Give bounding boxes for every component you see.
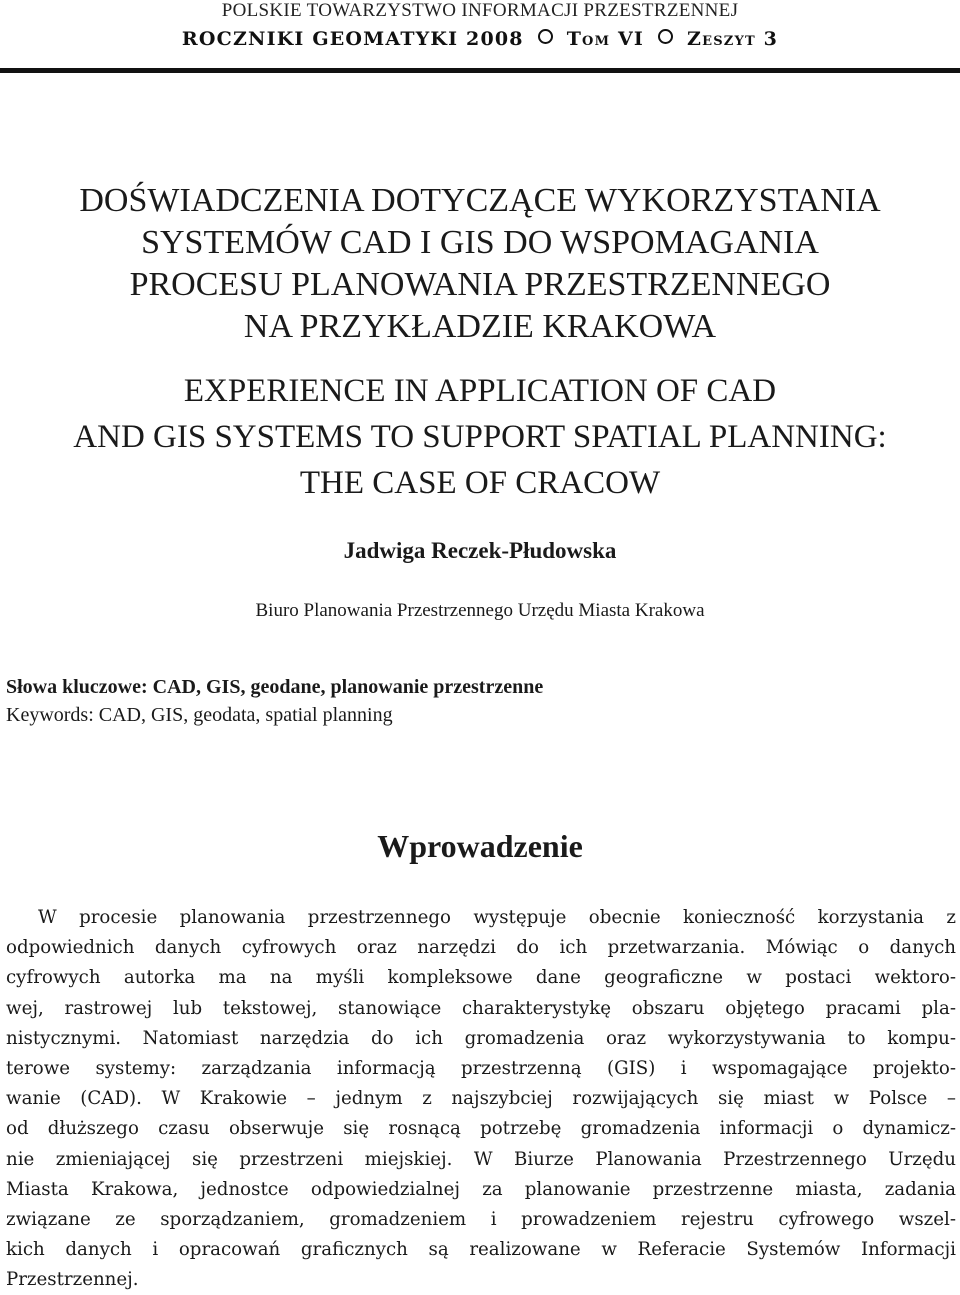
title-polish-line: SYSTEMÓW CAD I GIS DO WSPOMAGANIA <box>141 224 819 261</box>
body-line: wanie (CAD). W Krakowie – jednym z najszybciej rozwijających się miast w Polsce – <box>6 1088 956 1110</box>
body-line: nie zmieniającej się przestrzeni miejskiej. W Biurze Planowania Przestrzennego Urzędu <box>6 1148 956 1170</box>
bullet-icon <box>658 29 673 44</box>
body-line: Przestrzennej. <box>6 1269 139 1291</box>
body-line: terowe systemy: zarządzania informacją przestrzenną (GIS) i wspomagające projekto- <box>6 1057 956 1079</box>
keywords-polish: Słowa kluczowe: CAD, GIS, geodane, planowanie przestrzenne <box>6 676 544 698</box>
title-english-line: AND GIS SYSTEMS TO SUPPORT SPATIAL PLANNING: <box>73 419 887 455</box>
bullet-icon <box>538 29 553 44</box>
journal-volume: Tom VI <box>566 28 645 50</box>
journal-issue: Zeszyt 3 <box>687 28 779 50</box>
body-line: kich danych i opracowań graficznych są realizowane w Referacie Systemów Informacji <box>6 1239 956 1261</box>
title-polish <box>0 180 960 348</box>
section-heading: Wprowadzenie <box>377 828 583 864</box>
body-line: nistycznymi. Natomiast narzędzia do ich gromadzenia oraz wykorzystywania to kompu- <box>6 1027 956 1049</box>
journal-name: ROCZNIKI GEOMATYKI 2008 <box>181 28 524 50</box>
header-rule <box>0 68 960 73</box>
body-line: związane ze sporządzaniem, gromadzeniem i prowadzeniem rejestru cyfrowego wszel- <box>6 1208 956 1230</box>
body-line: cyfrowych autorka ma na myśli kompleksowe dane geograficzne w postaci wektoro- <box>6 967 956 989</box>
title-english-line: THE CASE OF CRACOW <box>299 465 661 501</box>
keywords-english: Keywords: CAD, GIS, geodata, spatial planning <box>6 704 393 726</box>
title-english-line: EXPERIENCE IN APPLICATION OF CAD <box>183 373 777 409</box>
society-name: POLSKIE TOWARZYSTWO INFORMACJI PRZESTRZENNEJ <box>221 0 739 21</box>
body-line: od dłuższego czasu obserwuje się rosnącą potrzebę gromadzenia informacji o dynamicz- <box>6 1118 956 1140</box>
author-name: Jadwiga Reczek-Płudowska <box>343 538 617 563</box>
title-english <box>0 368 960 506</box>
journal-header <box>0 28 960 50</box>
body-line: odpowiednich danych cyfrowych oraz narzędzi do ich przetwarzania. Mówiąc o danych <box>6 937 956 959</box>
body-line: Miasta Krakowa, jednostce odpowiedzialnej za planowanie przestrzenne miasta, zadania <box>6 1178 956 1200</box>
title-polish-line: DOŚWIADCZENIA DOTYCZĄCE WYKORZYSTANIA <box>79 182 881 219</box>
title-polish-line: PROCESU PLANOWANIA PRZESTRZENNEGO <box>129 266 831 303</box>
body-paragraph <box>6 903 956 1295</box>
title-polish-line: NA PRZYKŁADZIE KRAKOWA <box>243 308 717 345</box>
body-line: W procesie planowania przestrzennego występuje obecnie konieczność korzystania z <box>38 907 956 928</box>
body-line: wej, rastrowej lub tekstowej, stanowiące charakterystykę obszaru objętego pracami pla- <box>6 997 956 1019</box>
author-affiliation: Biuro Planowania Przestrzennego Urzędu Miasta Krakowa <box>255 600 705 621</box>
